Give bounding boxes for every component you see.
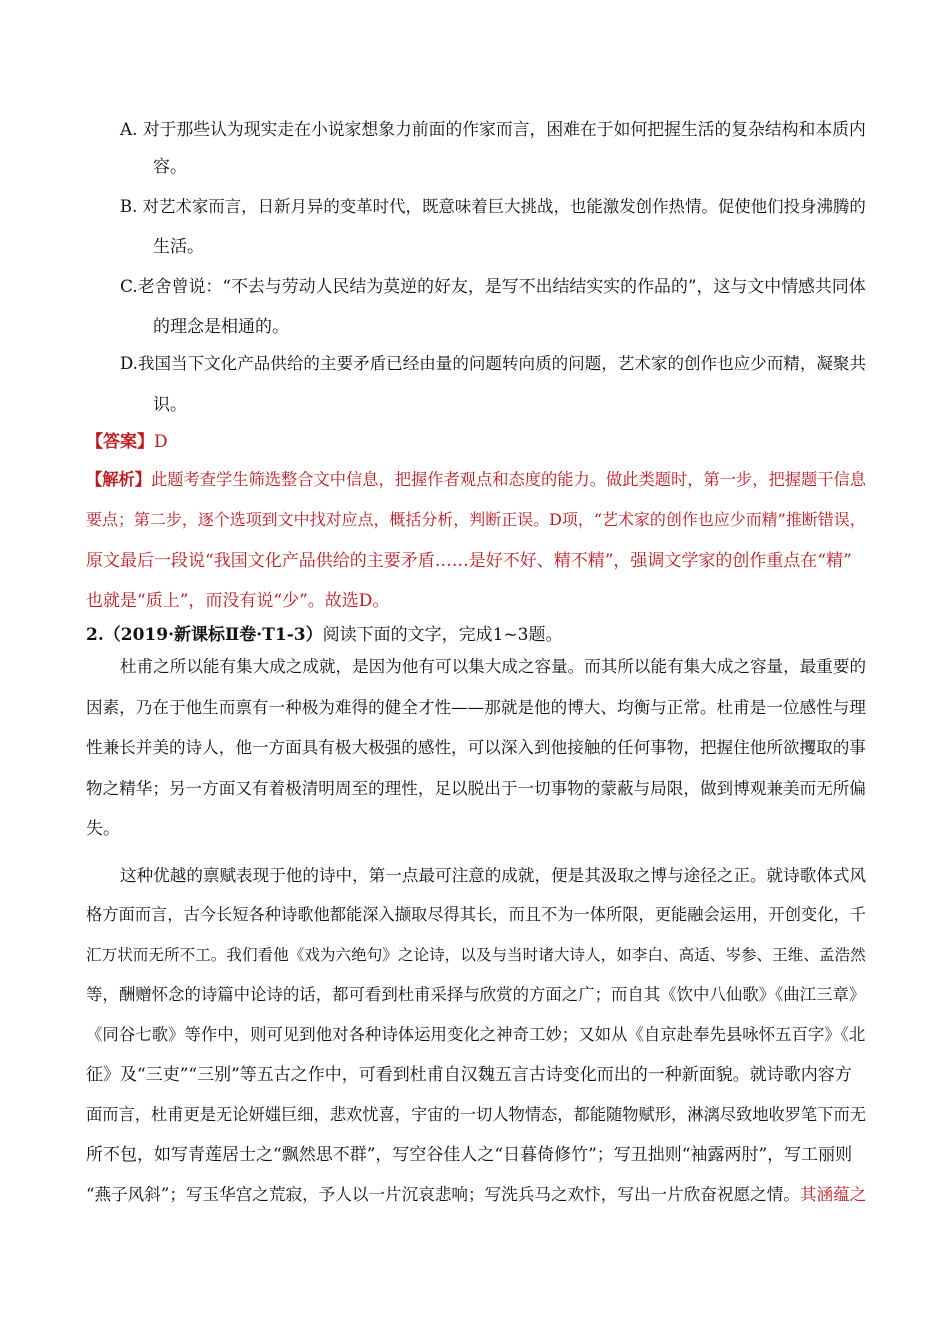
- answer-value: D: [154, 432, 168, 452]
- passage-p1-line-4: 物之精华；另一方面又有着极清明周至的理性，足以脱出于一切事物的蒙蔽与局限，做到博观兼美而无所偏: [86, 779, 866, 798]
- passage-p1-line-5: 失。: [86, 819, 120, 839]
- passage-p2-line-9-text: “燕子风斜”；写玉华宫之荒寂，予人以一片沉哀悲响；写洗兵马之欢忭，写出一片欣奋祝愿之情。: [86, 1185, 800, 1204]
- passage-p2-line-5: 《同谷七歌》等作中，则可见到他对各种诗体运用变化之神奇工妙；又如从《自京赴奉先县咏怀五百字》《北: [86, 1025, 866, 1044]
- analysis-label: 【解析】: [86, 470, 151, 489]
- option-a-line-2: 容。: [153, 157, 187, 177]
- analysis-line-3: 原文最后一段说“我国文化产品供给的主要矛盾……是好不好、精不精”，强调文学家的创作重点在“精”: [86, 551, 852, 571]
- passage-p2-line-6: 征》及“三吏”“三别”等五古之作中，可看到杜甫自汉魏五言古诗变化而出的一种新面貌。就诗歌内容方: [86, 1065, 852, 1085]
- answer-line: [86, 431, 168, 453]
- passage-p2-line-4: 等，酬赠怀念的诗篇中论诗的话，都可看到杜甫采择与欣赏的方面之广；而自其《饮中八仙歌》《曲江三章》: [86, 985, 866, 1004]
- analysis-line-1: [86, 469, 866, 491]
- question-2-header: [86, 624, 562, 646]
- question-2-number: 2.: [86, 625, 104, 645]
- passage-p2-line-9: [86, 1184, 866, 1206]
- analysis-line-4: 也就是“质上”，而没有说“少”。故选D。: [86, 591, 390, 611]
- option-b-line-1: B. 对艺术家而言，日新月异的变革时代，既意味着巨大挑战，也能激发创作热情。促使他们投身沸腾的: [120, 197, 866, 216]
- passage-tail-red: 其涵蕴之: [799, 1185, 867, 1204]
- passage-p2-line-1: 这种优越的禀赋表现于他的诗中，第一点最可注意的成就，便是其汲取之博与途径之正。就诗歌体式风: [120, 866, 867, 885]
- option-b-line-2: 生活。: [153, 237, 204, 257]
- analysis-line-2: 要点；第二步，逐个选项到文中找对应点，概括分析，判断正误。D项，“艺术家的创作也应少而精”推断错误，: [86, 510, 866, 529]
- passage-p2-line-3: 汇万状而无所不工。我们看他《戏为六绝句》之论诗，以及与当时诸大诗人，如李白、高适、岑参、王维、孟浩然: [86, 946, 866, 964]
- option-c-line-2: 的理念是相通的。: [153, 317, 289, 337]
- option-c-line-1: C.老舍曾说：“不去与劳动人民结为莫逆的好友，是写不出结结实实的作品的”，这与文中情感共同体: [120, 276, 866, 296]
- passage-p2-line-7: 面而言，杜甫更是无论妍媸巨细，悲欢忧喜，宇宙的一切人物情态，都能随物赋形，淋漓尽致地收罗笔下而无: [86, 1105, 866, 1124]
- question-2-instruction: 阅读下面的文字，完成1~3题。: [322, 625, 563, 645]
- option-d-line-2: 识。: [153, 395, 187, 415]
- passage-p2-line-8: 所不包，如写青莲居士之“飘然思不群”，写空谷佳人之“日暮倚修竹”；写丑拙则“袖露两肘”，写工丽则: [86, 1145, 853, 1165]
- option-d-line-1: D.我国当下文化产品供给的主要矛盾已经由量的问题转向质的问题，艺术家的创作也应少而精，凝聚共: [120, 354, 867, 373]
- passage-p1-line-2: 因素，乃在于他生而禀有一种极为难得的健全才性——那就是他的博大、均衡与正常。杜甫是一位感性与理: [86, 698, 866, 717]
- passage-p1-line-3: 性兼长并美的诗人，他一方面具有极大极强的感性，可以深入到他接触的任何事物，把握住他所欲攫取的事: [86, 738, 866, 757]
- question-2-source: （2019·新课标Ⅱ卷·T1-3）: [103, 625, 323, 645]
- passage-p2-line-2: 格方面而言，古今长短各种诗歌他都能深入撷取尽得其长，而且不为一体所限，更能融会运用，开创变化，千: [86, 905, 866, 924]
- answer-label: 【答案】: [86, 432, 154, 452]
- analysis-text-1: 此题考查学生筛选整合文中信息，把握作者观点和态度的能力。做此类题时，第一步，把握题干信息: [151, 470, 866, 489]
- option-a-line-1: A. 对于那些认为现实走在小说家想象力前面的作家而言，困难在于如何把握生活的复杂结构和本质内: [120, 119, 866, 139]
- passage-p1-line-1: 杜甫之所以能有集大成之成就，是因为他有可以集大成之容量。而其所以能有集大成之容量，最重要的: [120, 657, 867, 676]
